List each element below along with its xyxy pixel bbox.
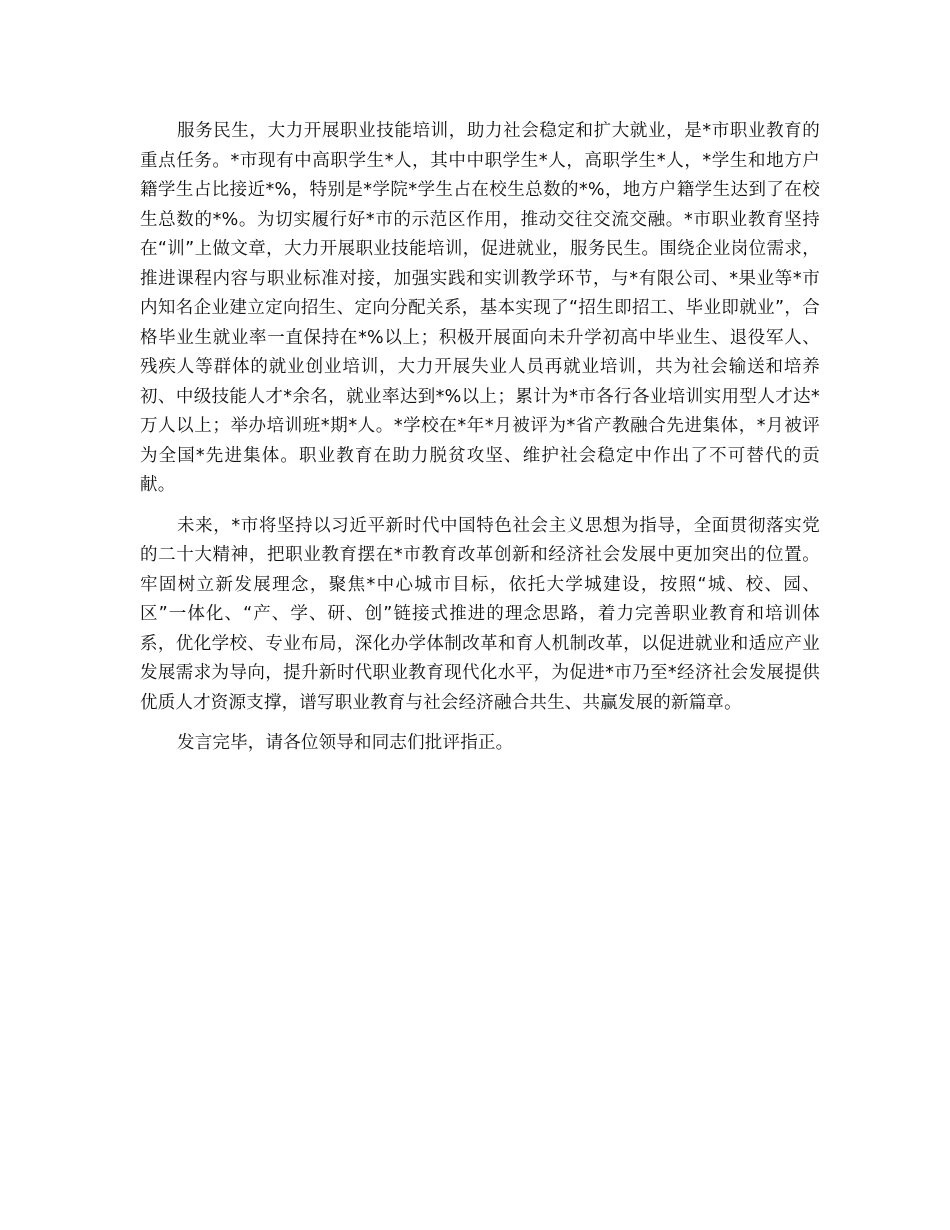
document-body <box>140 117 820 770</box>
paragraph-vocational-training: 服务民生，大力开展职业技能培训，助力社会稳定和扩大就业，是*市职业教育的重点任务。*市现有中高职学生*人，其中中职学生*人，高职学生*人，*学生和地方户籍学生占比接近*%，特别是*学院*学生占在校生总数的*%，地方户籍学生达到了在校生总数的*%。为切实履行好*市的示范区作用，推动交往交流交融。*市职业教育坚持在“训”上做文章，大力开展职业技能培训，促进就业，服务民生。围绕企业岗位需求，推进课程内容与职业标准对接，加强实践和实训教学环节，与*有限公司、*果业等*市内知名企业建立定向招生、定向分配关系，基本实现了“招生即招工、毕业即就业”，合格毕业生就业率一直保持在*%以上；积极开展面向未升学初高中毕业生、退役军人、残疾人等群体的就业创业培训，大力开展失业人员再就业培训，共为社会输送和培养初、中级技能人才*余名，就业率达到*%以上；累计为*市各行各业培训实用型人才达*万人以上；举办培训班*期*人。*学校在*年*月被评为*省产教融合先进集体，*月被评为全国*先进集体。职业教育在助力脱贫攻坚、维护社会稳定中作出了不可替代的贡献。 <box>140 121 820 495</box>
paragraph-future-plan: 未来，*市将坚持以习近平新时代中国特色社会主义思想为指导，全面贯彻落实党的二十大精神，把职业教育摆在*市教育改革创新和经济社会发展中更加突出的位置。牢固树立新发展理念，聚焦*中心城市目标，依托大学城建设，按照“城、校、园、区”一体化、“产、学、研、创”链接式推进的理念思路，着力完善职业教育和培训体系，优化学校、专业布局，深化办学体制改革和育人机制改革，以促进就业和适应产业发展需求为导向，提升新时代职业教育现代化水平，为促进*市乃至*经济社会发展提供优质人才资源支撑，谱写职业教育与社会经济融合共生、共赢发展的新篇章。 <box>140 515 820 713</box>
paragraph-closing: 发言完毕，请各位领导和同志们批评指正。 <box>177 733 514 753</box>
